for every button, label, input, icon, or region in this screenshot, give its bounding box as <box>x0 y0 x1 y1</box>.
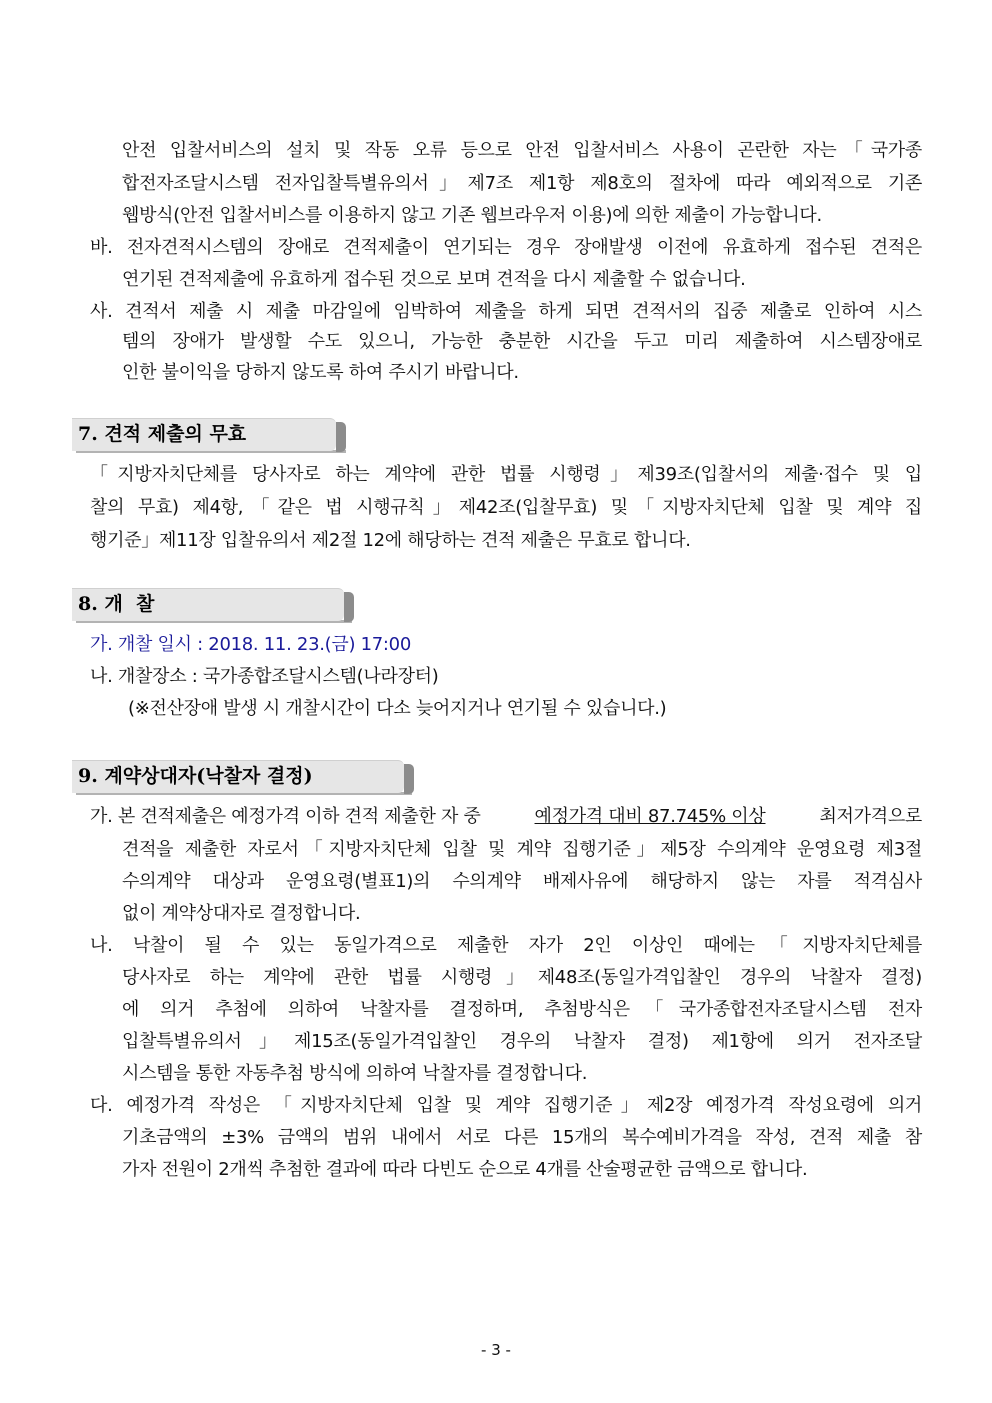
item-a-line-2: 견적을 제출한 자로서「지방자치단체 입찰 및 계약 집행기준」제5장 수의계약 운영요령 제3절 <box>122 839 922 860</box>
item-a-line-3: 수의계약 대상과 운영요령(별표1)의 수의계약 배제사유에 해당하지 않는 자를 적격심사 <box>122 871 922 892</box>
section-7-title: 7. 견적 제출의 무효 <box>78 423 247 445</box>
item-b-line-4: 입찰특별유의서」제15조(동일가격입찰인 경우의 낙찰자 결정) 제1항에 의거 전자조달 <box>122 1031 922 1052</box>
section-7-line-3: 행기준」제11장 입찰유의서 제2절 12에 해당하는 견적 제출은 무효로 합니다. <box>90 530 691 551</box>
item-c-line-3: 가자 전원이 2개씩 추첨한 결과에 따라 다빈도 순으로 4개를 산술평균한 금액으로 합니다. <box>122 1159 808 1180</box>
item-b-line-1: 나. 낙찰이 될 수 있는 동일가격으로 제출한 자가 2인 이상인 때에는「지방자치단체를 <box>90 935 922 956</box>
item-b-line-3: 에 의거 추첨에 의하여 낙찰자를 결정하며, 추첨방식은「국가종합전자조달시스템 전자 <box>122 999 922 1020</box>
item-b-line-2: 당사자로 하는 계약에 관한 법률 시행령」제48조(동일가격입찰인 경우의 낙찰자 결정) <box>122 967 922 988</box>
item-a-line-4: 없이 계약상대자로 결정합니다. <box>122 903 361 924</box>
intro-line-3: 웹방식(안전 입찰서비스를 이용하지 않고 기존 웹브라우저 이용)에 의한 제출이 가능합니다. <box>122 205 822 226</box>
opening-note: (※전산장애 발생 시 개찰시간이 다소 늦어지거나 연기될 수 있습니다.) <box>128 698 667 719</box>
section-9-title: 9. 계약상대자(낙찰자 결정) <box>78 765 313 787</box>
opening-datetime: 가. 개찰 일시 : 2018. 11. 23.(금) 17:00 <box>90 634 411 655</box>
intro-line-1: 안전 입찰서비스의 설치 및 작동 오류 등으로 안전 입찰서비스 사용이 곤란한 자는「국가종 <box>122 140 922 161</box>
item-sa-line-1: 사. 견적서 제출 시 제출 마감일에 임박하여 제출을 하게 되면 견적서의 집중 제출로 인하여 시스 <box>90 301 922 322</box>
item-sa-line-2: 템의 장애가 발생할 수도 있으니, 가능한 충분한 시간을 두고 미리 제출하여 시스템장애로 <box>122 331 922 352</box>
page-number: - 3 - <box>481 1341 511 1359</box>
intro-line-2: 합전자조달시스템 전자입찰특별유의서」제7조 제1항 제8호의 절차에 따라 예외적으로 기존 <box>122 173 922 194</box>
item-a-line-1-pre: 가. 본 견적제출은 예정가격 이하 견적 제출한 자 중 <box>90 806 486 827</box>
item-a-line-1 <box>90 805 922 829</box>
heading-shadow <box>344 592 354 622</box>
item-sa-line-3: 인한 불이익을 당하지 않도록 하여 주시기 바랍니다. <box>122 362 519 383</box>
section-7-line-1: 「지방자치단체를 당사자로 하는 계약에 관한 법률 시행령」제39조(입찰서의 제출·접수 및 입 <box>90 464 922 485</box>
opening-place: 나. 개찰장소 : 국가종합조달시스템(나라장터) <box>90 666 439 687</box>
item-b-line-5: 시스템을 통한 자동추첨 방식에 의하여 낙찰자를 결정합니다. <box>122 1063 588 1084</box>
section-8-heading <box>72 588 358 624</box>
item-ba-line-1: 바. 전자견적시스템의 장애로 견적제출이 연기되는 경우 장애발생 이전에 유효하게 접수된 견적은 <box>90 237 922 258</box>
section-8-title: 8. 개 찰 <box>78 593 155 615</box>
item-ba-line-2: 연기된 견적제출에 유효하게 접수된 것으로 보며 견적을 다시 제출할 수 없습니다. <box>122 269 746 290</box>
section-7-heading <box>72 418 352 454</box>
section-7-line-2: 찰의 무효) 제4항,「같은 법 시행규칙」제42조(입찰무효) 및「지방자치단체 입찰 및 계약 집 <box>90 497 922 518</box>
item-a-line-1-post: 최저가격으로 <box>814 806 922 827</box>
item-c-line-1: 다. 예정가격 작성은 「지방자치단체 입찰 및 계약 집행기준」제2장 예정가격 작성요령에 의거 <box>90 1095 922 1116</box>
heading-shadow <box>336 422 346 452</box>
item-c-line-2: 기초금액의 ±3% 금액의 범위 내에서 서로 다른 15개의 복수예비가격을 작성, 견적 제출 참 <box>122 1127 922 1148</box>
section-9-heading <box>72 760 418 796</box>
price-ratio-underlined: 예정가격 대비 87.745% 이상 <box>534 806 766 827</box>
heading-shadow <box>404 764 414 794</box>
